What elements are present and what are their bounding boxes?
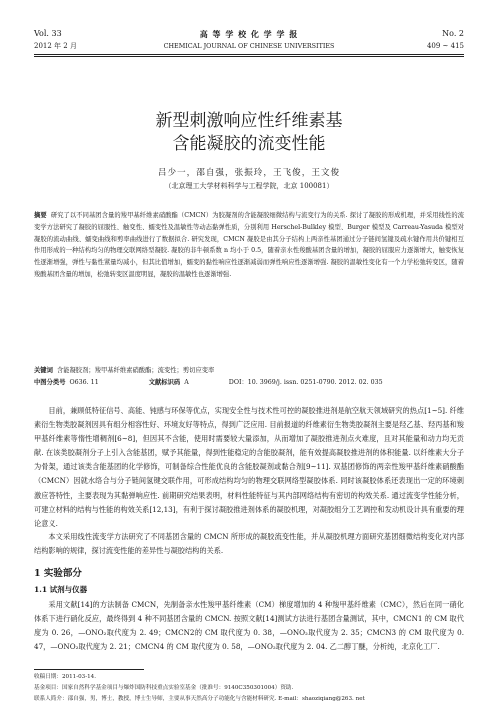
keywords-text: 含能凝胶剂；羧甲基纤维素硝酸酯；流变性；剪切应变率: [56, 367, 215, 374]
journal-volume: Vol. 33: [34, 29, 62, 38]
doi: DOI：10. 3969/j. issn. 0251-0790. 2012. 02. 035: [228, 379, 383, 386]
keywords-label: 关键词: [34, 367, 53, 374]
title-line-2: 含能凝胶的流变性能: [172, 134, 326, 154]
abstract-label: 摘要: [34, 212, 47, 219]
doc-code-value: A: [184, 379, 189, 386]
journal-name-en: CHEMICAL JOURNAL OF CHINESE UNIVERSITIES: [163, 42, 335, 50]
footnote-contact: 联系人简介：邵自强，男，博士，教授，博士生导师，主要从事天然高分子功能化与含能材料研究. E-mail：shaoziqiang@263. net: [34, 696, 365, 702]
section-heading-1-1: 1.1 试剂与仪器: [34, 585, 88, 594]
authors: 吕少一，邵自强，张振玲，王飞俊，王文俊: [157, 168, 341, 178]
classification-line: [34, 377, 464, 389]
journal-number: No. 2: [442, 29, 464, 38]
abstract-text: 研究了以不同基团含量的羧甲基纤维素硝酸酯（CMCN）为胶凝剂的含能凝胶细微结构与流变行为的关系. 探讨了凝胶的形成机理，并采用线性的流变学方法研究了凝胶的屈服性、触变性、蠕变性及温敏性等动态黏弹性质，分别利用 Herschel-Bulkley 模型、Burger 模型及 Carreau-Yasuda 模型对凝胶的流动曲线、蠕变曲线和剪率曲线进行了数据拟合. 研究发现，CMCN 凝胶是由其分子结构上两亲性基团通过分子链间氢键及疏水键作用共价键相互作用形成的一种结构均匀的物理交联网络型凝胶. 凝胶的非牛顿系数 n 均小于 0.5，随着亲水性羧酸基团含量的增加，凝胶的屈服应力逐渐增大，触变恢复性逐渐增强，弹性与黏性紧量均减小，但其比值增加，蠕变的黏性响应性逐渐减弱而弹性响应性逐渐增强. 凝胶的温敏性变化有一个力学松弛转变区，随着羧酸基团含量的增加，松弛转变区温度明显，凝胶的温敏性也逐渐增强.: [34, 212, 464, 278]
intro-paragraph-1: 目前，兼顾低特征信号、高能、钝感与环保等优点，实现安全性与技术性可控的凝胶推进剂是航空航天领域研究的热点[1~5]. 纤维素衍生物类胶凝剂因具有组分相容性好、环境友好等特点，得到广泛应用. 目前报道的纤维素衍生物类胶凝剂主要是羟乙基、羟丙基和羧甲基纤维素等惰性增稠剂[6~8]，但因其不含能，使用时需要较大量添加，从而增加了凝胶推进剂点火难度，且对其能量和动力均无贡献. 在该类胶凝剂分子上引入含能基团，赋予其能量，得到性能稳定的含能胶凝剂，能有效提高凝胶推进剂的体积能量. 以纤维素大分子为骨架，通过该类含能基团的化学修饰，可制备综合性能优良的含能胶凝剂或黏合剂[9~11]. 双基团修饰的两亲性羧甲基纤维素硝酸酯（CMCN）因就水络合与分子链间氢键交联作用，可形成结构均匀的物理交联网络型凝胶体系. 同时该凝胶体系还表现出一定的环境刺激应答特性，主要表现为其黏弹响应性. 前期研究结果表明，材料性能特征与其内部网络结构有密切的构效关系. 通过流变学性能分析，可建立材料的结构与性能的构效关系[12,13]，有利于探讨凝胶推进剂体系的凝胶机理，对凝胶组分工艺调控和发动机设计具有重要的理论意义.: [34, 406, 464, 528]
experimental-paragraph: 采用文献[14]的方法制备 CMCN，先制备亲水性羧甲基纤维素（CM）梯度增加的 4 种羧甲基纤维素（CMC），然后在同一硝化体系下进行硝化反应，最终得到 4 种不同基团含量的 CMCN. 按照文献[14]测试方法进行基团含量测试，其中，CMCN1 的 CM 取代度为 0. 26，—ONO₂取代度为 2. 49；CMCN2的 CM 取代度为 0. 38，—ONO₂取代度为 2. 35；CMCN3 的 CM 取代度为 0. 47，—ONO₂取代度为 2. 21；CMCN4 的 CM 取代度为 0. 58，—ONO₂取代度为 2. 04. 乙二醇丁醚，分析纯，北京化工厂.: [34, 600, 464, 652]
journal-name-cn: 高 等 学 校 化 学 学 报: [199, 29, 299, 39]
journal-pages: 409 ~ 415: [426, 42, 464, 50]
footnote-received: 收稿日期：2011-03-14.: [34, 674, 96, 680]
footnote-funding: 基金项目：国家自然科学基金项目与爆炸国防科技重点实验室基金（批准号：9140C350301004）资助.: [34, 685, 294, 691]
header-rule-top: [34, 54, 464, 55]
classification-label: 中图分类号: [34, 379, 66, 386]
keywords: [34, 365, 464, 377]
section-heading-1: 1 实验部分: [34, 568, 82, 579]
classification-value: O636. 11: [69, 379, 99, 386]
header-rule-bottom: [34, 56, 464, 57]
doc-code-label: 文献标识码: [148, 379, 181, 386]
journal-date: 2012 年 2 月: [34, 42, 77, 50]
abstract: [34, 210, 464, 281]
intro-paragraph-2: 本文采用线性流变学方法研究了不同基团含量的 CMCN 所形成的凝胶流变性能，并从凝胶机理方面研究基团细微结构变化对内部结构影响的规律，探讨流变性能的差异性与凝胶结构的关系.: [34, 532, 464, 556]
title-line-1: 新型刺激响应性纤维素基: [155, 111, 343, 131]
footnote-rule: [34, 669, 144, 670]
affiliation: （北京理工大学材料科学与工程学院，北京 100081）: [164, 182, 334, 190]
